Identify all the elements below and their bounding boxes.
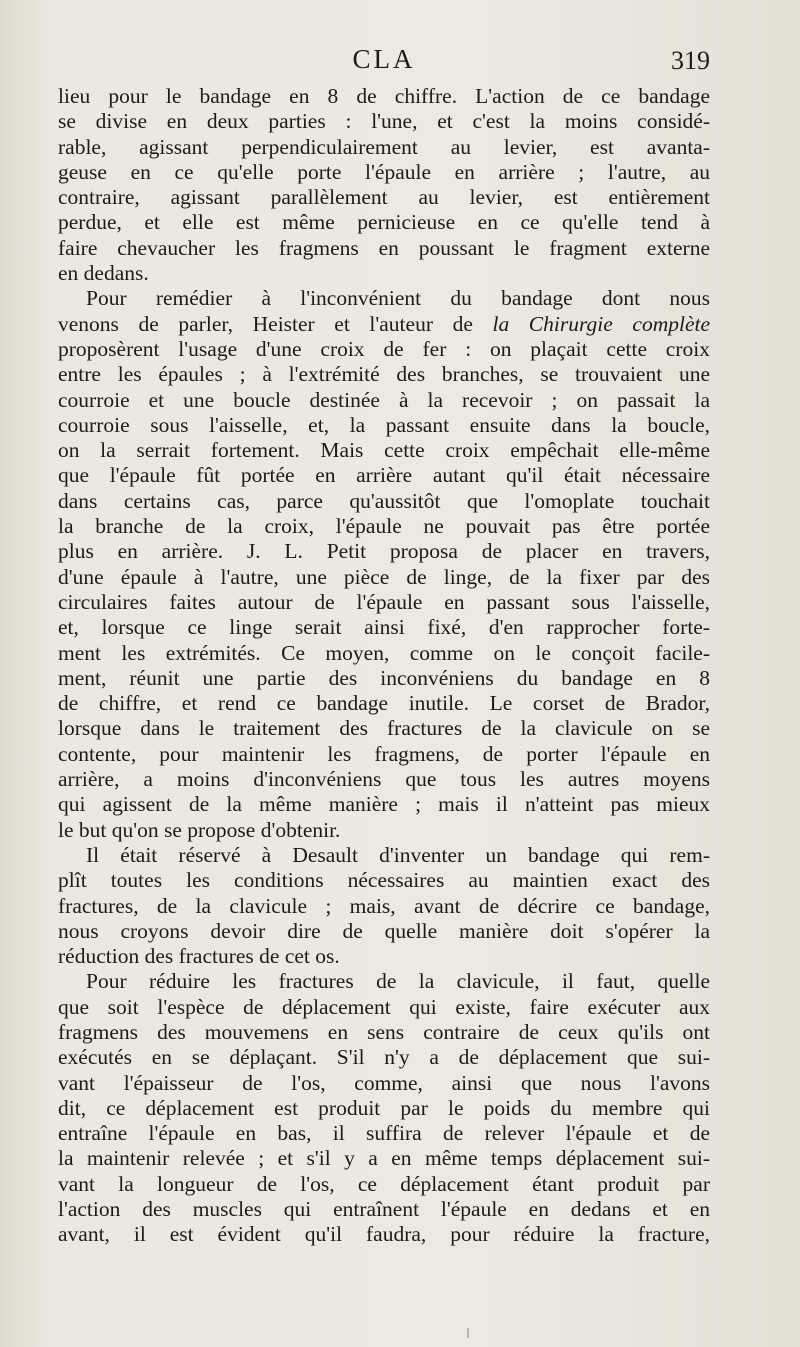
text-line: perdue, et elle est même pernicieuse en ce qu'elle tend à [58,210,710,235]
text-line: faire chevaucher les fragmens en poussant le fragment externe [58,235,710,260]
text-line: vant la longueur de l'os, ce déplacement étant produit par [58,1171,710,1196]
text-line: réduction des fractures de cet os. [58,944,340,969]
text-line: dit, ce déplacement est produit par le poids du membre qui [58,1095,710,1120]
text-line: proposèrent l'usage d'une croix de fer : on plaçait cette croix [58,336,710,361]
paper-blemish [467,1328,469,1338]
text-line: qui agissent de la même manière ; mais il n'atteint pas mieux [58,792,710,817]
text-line: Il était réservé à Desault d'inventer un bandage qui rem- [86,842,710,867]
text-line: se divise en deux parties : l'une, et c'est la moins considé- [58,109,710,134]
italic-title: la Chirurgie complète [492,311,710,336]
text-line: Pour remédier à l'inconvénient du bandage dont nous [86,286,710,311]
text-line: d'une épaule à l'autre, une pièce de linge, de la fixer par des [58,564,710,589]
text-line: que soit l'espèce de déplacement qui existe, faire exécuter aux [58,994,710,1019]
paragraph-4 [58,969,710,1247]
text-line: entre les épaules ; à l'extrémité des branches, se trouvaient une [58,362,710,387]
text-line: arrière, a moins d'inconvéniens que tous les autres moyens [58,767,710,792]
text-line: et, lorsque ce linge serait ainsi fixé, d'en rapprocher forte- [58,615,710,640]
text-line: plus en arrière. J. L. Petit proposa de placer en travers, [58,539,710,564]
text-line: rable, agissant perpendiculairement au levier, est avanta- [58,134,710,159]
text-line: ment, réunit une partie des inconvéniens du bandage en 8 [58,665,710,690]
text-line: on la serrait fortement. Mais cette croix empêchait elle-même [58,438,710,463]
running-title: CLA [352,44,416,74]
paragraph-2 [58,286,710,843]
text-line: ment les extrémités. Ce moyen, comme on le conçoit facile- [58,640,710,665]
text-line: courroie sous l'aisselle, et, la passant ensuite dans la boucle, [58,412,710,437]
text-line: entraîne l'épaule en bas, il suffira de relever l'épaule et de [58,1121,710,1146]
text-line: dans certains cas, parce qu'aussitôt que l'omoplate touchait [58,488,710,513]
text-line: l'action des muscles qui entraînent l'épaule en dedans et en [58,1197,710,1222]
text-line: la maintenir relevée ; et s'il y a en même temps déplacement sui- [58,1146,710,1171]
body-text [58,84,710,1248]
text-line: la branche de la croix, l'épaule ne pouvait pas être portée [58,514,710,539]
text-line: plît toutes les conditions nécessaires au maintien exact des [58,868,710,893]
text-line: contraire, agissant parallèlement au levier, est entièrement [58,185,710,210]
text-fragment: venons de parler, Heister et l'auteur de [58,311,493,336]
text-line: vant l'épaisseur de l'os, comme, ainsi que nous l'avons [58,1070,710,1095]
page-number: 319 [671,46,710,75]
text-line: que l'épaule fût portée en arrière autant qu'il était nécessaire [58,463,710,488]
text-line: le but qu'on se propose d'obtenir. [58,817,341,842]
text-line: lieu pour le bandage en 8 de chiffre. L'action de ce bandage [58,84,710,108]
text-line: avant, il est évident qu'il faudra, pour réduire la fracture, [58,1222,710,1247]
text-line: exécutés en se déplaçant. S'il n'y a de déplacement que sui- [58,1045,710,1070]
text-line: nous croyons devoir dire de quelle manière doit s'opérer la [58,918,710,943]
text-line: en dedans. [58,261,149,286]
text-line: de chiffre, et rend ce bandage inutile. Le corset de Brador, [58,691,710,716]
text-line: circulaires faites autour de l'épaule en passant sous l'aisselle, [58,589,710,614]
text-line: Pour réduire les fractures de la clavicule, il faut, quelle [86,969,710,994]
running-head [58,44,710,84]
text-line: geuse en ce qu'elle porte l'épaule en arrière ; l'autre, au [58,159,710,184]
paragraph-3 [58,843,710,969]
text-line: contente, pour maintenir les fragmens, de porter l'épaule en [58,741,710,766]
text-line: lorsque dans le traitement des fractures de la clavicule on se [58,716,710,741]
paragraph-1 [58,84,710,286]
text-line: courroie et une boucle destinée à la recevoir ; on passait la [58,387,710,412]
text-line: fragmens des mouvemens en sens contraire de ceux qu'ils ont [58,1019,710,1044]
text-line: fractures, de la clavicule ; mais, avant de décrire ce bandage, [58,893,710,918]
text-line [58,312,710,337]
